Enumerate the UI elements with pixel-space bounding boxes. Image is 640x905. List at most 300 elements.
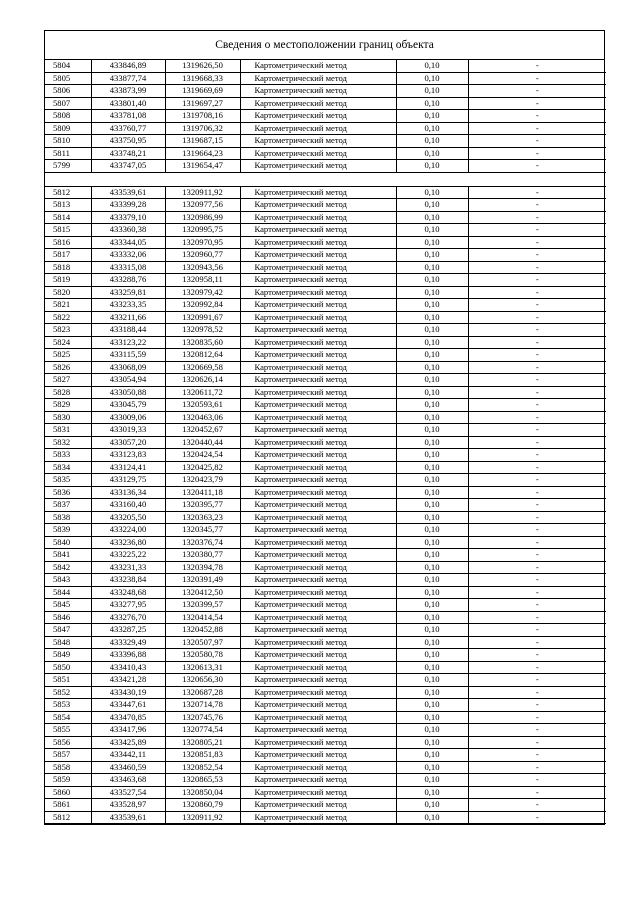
x-coordinate-cell: 433287,25	[91, 624, 165, 637]
x-coordinate-cell: 433748,21	[91, 147, 165, 160]
method-cell: Картометрический метод	[240, 449, 396, 462]
description-cell: -	[468, 511, 606, 524]
table-row	[45, 249, 606, 262]
x-coordinate-cell: 433054,94	[91, 374, 165, 387]
point-number-cell: 5810	[45, 135, 91, 148]
table-row	[45, 60, 606, 72]
x-coordinate-cell: 433068,09	[91, 361, 165, 374]
table-row	[45, 611, 606, 624]
table-row	[45, 549, 606, 562]
method-cell: Картометрический метод	[240, 486, 396, 499]
method-cell: Картометрический метод	[240, 724, 396, 737]
method-cell: Картометрический метод	[240, 249, 396, 262]
table-row	[45, 524, 606, 537]
description-cell: -	[468, 649, 606, 662]
table-row	[45, 536, 606, 549]
accuracy-cell: 0,10	[396, 499, 468, 512]
x-coordinate-cell: 433801,40	[91, 97, 165, 110]
y-coordinate-cell: 1320656,30	[165, 674, 240, 687]
x-coordinate-cell: 433344,05	[91, 236, 165, 249]
method-cell: Картометрический метод	[240, 761, 396, 774]
accuracy-cell: 0,10	[396, 661, 468, 674]
method-cell: Картометрический метод	[240, 574, 396, 587]
point-number-cell: 5806	[45, 85, 91, 98]
table-row	[45, 336, 606, 349]
point-number-cell: 5841	[45, 549, 91, 562]
accuracy-cell: 0,10	[396, 324, 468, 337]
method-cell: Картометрический метод	[240, 72, 396, 85]
point-number-cell: 5833	[45, 449, 91, 462]
point-number-cell: 5818	[45, 261, 91, 274]
accuracy-cell: 0,10	[396, 586, 468, 599]
point-number-cell: 5826	[45, 361, 91, 374]
table-row	[45, 324, 606, 337]
description-cell: -	[468, 561, 606, 574]
accuracy-cell: 0,10	[396, 411, 468, 424]
accuracy-cell: 0,10	[396, 786, 468, 799]
method-cell: Картометрический метод	[240, 599, 396, 612]
accuracy-cell: 0,10	[396, 486, 468, 499]
x-coordinate-cell: 433539,61	[91, 811, 165, 824]
point-number-cell: 5814	[45, 211, 91, 224]
description-cell: -	[468, 599, 606, 612]
method-cell: Картометрический метод	[240, 786, 396, 799]
point-number-cell: 5834	[45, 461, 91, 474]
description-cell: -	[468, 261, 606, 274]
x-coordinate-cell: 433050,88	[91, 386, 165, 399]
description-cell: -	[468, 160, 606, 173]
accuracy-cell: 0,10	[396, 536, 468, 549]
table-row	[45, 160, 606, 173]
method-cell: Картометрический метод	[240, 311, 396, 324]
x-coordinate-cell: 433430,19	[91, 686, 165, 699]
description-cell: -	[468, 236, 606, 249]
method-cell: Картометрический метод	[240, 424, 396, 437]
point-number-cell: 5858	[45, 761, 91, 774]
description-cell: -	[468, 736, 606, 749]
method-cell: Картометрический метод	[240, 436, 396, 449]
table-row	[45, 661, 606, 674]
method-cell: Картометрический метод	[240, 561, 396, 574]
x-coordinate-cell: 433136,34	[91, 486, 165, 499]
group-separator-cell	[45, 172, 606, 186]
point-number-cell: 5857	[45, 749, 91, 762]
description-cell: -	[468, 349, 606, 362]
method-cell: Картометрический метод	[240, 636, 396, 649]
point-number-cell: 5860	[45, 786, 91, 799]
method-cell: Картометрический метод	[240, 536, 396, 549]
description-cell: -	[468, 724, 606, 737]
method-cell: Картометрический метод	[240, 274, 396, 287]
point-number-cell: 5856	[45, 736, 91, 749]
y-coordinate-cell: 1320851,83	[165, 749, 240, 762]
y-coordinate-cell: 1320463,06	[165, 411, 240, 424]
point-number-cell: 5861	[45, 799, 91, 812]
accuracy-cell: 0,10	[396, 386, 468, 399]
table-row	[45, 774, 606, 787]
table-row	[45, 686, 606, 699]
point-number-cell: 5839	[45, 524, 91, 537]
x-coordinate-cell: 433248,68	[91, 586, 165, 599]
table-row	[45, 85, 606, 98]
point-number-cell: 5805	[45, 72, 91, 85]
accuracy-cell: 0,10	[396, 261, 468, 274]
point-number-cell: 5816	[45, 236, 91, 249]
x-coordinate-cell: 433057,20	[91, 436, 165, 449]
table-row	[45, 274, 606, 287]
x-coordinate-cell: 433277,95	[91, 599, 165, 612]
point-number-cell: 5845	[45, 599, 91, 612]
method-cell: Картометрический метод	[240, 524, 396, 537]
x-coordinate-cell: 433447,61	[91, 699, 165, 712]
x-coordinate-cell: 433259,81	[91, 286, 165, 299]
point-number-cell: 5851	[45, 674, 91, 687]
description-cell: -	[468, 786, 606, 799]
x-coordinate-cell: 433877,74	[91, 72, 165, 85]
point-number-cell: 5821	[45, 299, 91, 312]
table-row	[45, 374, 606, 387]
table-row	[45, 411, 606, 424]
y-coordinate-cell: 1320376,74	[165, 536, 240, 549]
method-cell: Картометрический метод	[240, 461, 396, 474]
x-coordinate-cell: 433233,35	[91, 299, 165, 312]
x-coordinate-cell: 433410,43	[91, 661, 165, 674]
x-coordinate-cell: 433115,59	[91, 349, 165, 362]
table-row	[45, 199, 606, 212]
x-coordinate-cell: 433160,40	[91, 499, 165, 512]
x-coordinate-cell: 433276,70	[91, 611, 165, 624]
x-coordinate-cell: 433873,99	[91, 85, 165, 98]
table-row	[45, 799, 606, 812]
accuracy-cell: 0,10	[396, 761, 468, 774]
description-cell: -	[468, 811, 606, 824]
table-row	[45, 461, 606, 474]
method-cell: Картометрический метод	[240, 122, 396, 135]
description-cell: -	[468, 424, 606, 437]
accuracy-cell: 0,10	[396, 649, 468, 662]
x-coordinate-cell: 433019,33	[91, 424, 165, 437]
y-coordinate-cell: 1320380,77	[165, 549, 240, 562]
description-cell: -	[468, 611, 606, 624]
description-cell: -	[468, 574, 606, 587]
method-cell: Картометрический метод	[240, 399, 396, 412]
method-cell: Картометрический метод	[240, 186, 396, 199]
description-cell: -	[468, 711, 606, 724]
method-cell: Картометрический метод	[240, 649, 396, 662]
y-coordinate-cell: 1320943,56	[165, 261, 240, 274]
table-row	[45, 361, 606, 374]
point-number-cell: 5836	[45, 486, 91, 499]
method-cell: Картометрический метод	[240, 686, 396, 699]
point-number-cell: 5842	[45, 561, 91, 574]
method-cell: Картометрический метод	[240, 499, 396, 512]
method-cell: Картометрический метод	[240, 135, 396, 148]
y-coordinate-cell: 1319654,47	[165, 160, 240, 173]
method-cell: Картометрический метод	[240, 511, 396, 524]
y-coordinate-cell: 1320714,78	[165, 699, 240, 712]
method-cell: Картометрический метод	[240, 147, 396, 160]
x-coordinate-cell: 433760,77	[91, 122, 165, 135]
point-number-cell: 5812	[45, 811, 91, 824]
accuracy-cell: 0,10	[396, 274, 468, 287]
x-coordinate-cell: 433288,76	[91, 274, 165, 287]
point-number-cell: 5808	[45, 110, 91, 123]
accuracy-cell: 0,10	[396, 186, 468, 199]
table-row	[45, 72, 606, 85]
y-coordinate-cell: 1320425,82	[165, 461, 240, 474]
y-coordinate-cell: 1320395,77	[165, 499, 240, 512]
x-coordinate-cell: 433205,50	[91, 511, 165, 524]
description-cell: -	[468, 636, 606, 649]
y-coordinate-cell: 1319697,27	[165, 97, 240, 110]
x-coordinate-cell: 433315,08	[91, 261, 165, 274]
y-coordinate-cell: 1320507,97	[165, 636, 240, 649]
accuracy-cell: 0,10	[396, 624, 468, 637]
accuracy-cell: 0,10	[396, 147, 468, 160]
x-coordinate-cell: 433224,00	[91, 524, 165, 537]
x-coordinate-cell: 433460,59	[91, 761, 165, 774]
accuracy-cell: 0,10	[396, 199, 468, 212]
table-row	[45, 499, 606, 512]
point-number-cell: 5820	[45, 286, 91, 299]
y-coordinate-cell: 1320363,23	[165, 511, 240, 524]
accuracy-cell: 0,10	[396, 749, 468, 762]
method-cell: Картометрический метод	[240, 411, 396, 424]
method-cell: Картометрический метод	[240, 60, 396, 72]
method-cell: Картометрический метод	[240, 85, 396, 98]
description-cell: -	[468, 110, 606, 123]
y-coordinate-cell: 1320611,72	[165, 386, 240, 399]
description-cell: -	[468, 674, 606, 687]
y-coordinate-cell: 1320411,18	[165, 486, 240, 499]
y-coordinate-cell: 1320812,64	[165, 349, 240, 362]
description-cell: -	[468, 97, 606, 110]
description-cell: -	[468, 799, 606, 812]
description-cell: -	[468, 486, 606, 499]
table-row	[45, 786, 606, 799]
accuracy-cell: 0,10	[396, 311, 468, 324]
table-row	[45, 211, 606, 224]
table-row	[45, 110, 606, 123]
x-coordinate-cell: 433123,83	[91, 449, 165, 462]
x-coordinate-cell: 433528,97	[91, 799, 165, 812]
x-coordinate-cell: 433396,88	[91, 649, 165, 662]
y-coordinate-cell: 1320613,31	[165, 661, 240, 674]
table-row	[45, 186, 606, 199]
accuracy-cell: 0,10	[396, 449, 468, 462]
y-coordinate-cell: 1320977,56	[165, 199, 240, 212]
description-cell: -	[468, 199, 606, 212]
x-coordinate-cell: 433123,22	[91, 336, 165, 349]
accuracy-cell: 0,10	[396, 249, 468, 262]
x-coordinate-cell: 433211,66	[91, 311, 165, 324]
y-coordinate-cell: 1320626,14	[165, 374, 240, 387]
description-cell: -	[468, 72, 606, 85]
description-cell: -	[468, 311, 606, 324]
accuracy-cell: 0,10	[396, 72, 468, 85]
y-coordinate-cell: 1320593,61	[165, 399, 240, 412]
point-number-cell: 5835	[45, 474, 91, 487]
description-cell: -	[468, 774, 606, 787]
point-number-cell: 5837	[45, 499, 91, 512]
table-row	[45, 224, 606, 237]
x-coordinate-cell: 433045,79	[91, 399, 165, 412]
description-cell: -	[468, 147, 606, 160]
method-cell: Картометрический метод	[240, 160, 396, 173]
accuracy-cell: 0,10	[396, 224, 468, 237]
description-cell: -	[468, 449, 606, 462]
method-cell: Картометрический метод	[240, 811, 396, 824]
accuracy-cell: 0,10	[396, 85, 468, 98]
description-cell: -	[468, 374, 606, 387]
accuracy-cell: 0,10	[396, 299, 468, 312]
y-coordinate-cell: 1320992,84	[165, 299, 240, 312]
description-cell: -	[468, 85, 606, 98]
method-cell: Картометрический метод	[240, 349, 396, 362]
method-cell: Картометрический метод	[240, 299, 396, 312]
accuracy-cell: 0,10	[396, 674, 468, 687]
table-title: Сведения о местоположении границ объекта	[45, 31, 604, 60]
point-number-cell: 5799	[45, 160, 91, 173]
method-cell: Картометрический метод	[240, 711, 396, 724]
y-coordinate-cell: 1320960,77	[165, 249, 240, 262]
y-coordinate-cell: 1320835,60	[165, 336, 240, 349]
description-cell: -	[468, 761, 606, 774]
accuracy-cell: 0,10	[396, 611, 468, 624]
group-separator-row	[45, 172, 606, 186]
description-cell: -	[468, 60, 606, 72]
y-coordinate-cell: 1320423,79	[165, 474, 240, 487]
accuracy-cell: 0,10	[396, 436, 468, 449]
accuracy-cell: 0,10	[396, 711, 468, 724]
point-number-cell: 5855	[45, 724, 91, 737]
table-row	[45, 636, 606, 649]
y-coordinate-cell: 1320394,78	[165, 561, 240, 574]
description-cell: -	[468, 524, 606, 537]
y-coordinate-cell: 1320860,79	[165, 799, 240, 812]
table-row	[45, 724, 606, 737]
point-number-cell: 5848	[45, 636, 91, 649]
y-coordinate-cell: 1320979,42	[165, 286, 240, 299]
method-cell: Картометрический метод	[240, 261, 396, 274]
method-cell: Картометрический метод	[240, 474, 396, 487]
x-coordinate-cell: 433009,06	[91, 411, 165, 424]
description-cell: -	[468, 549, 606, 562]
x-coordinate-cell: 433470,85	[91, 711, 165, 724]
x-coordinate-cell: 433236,80	[91, 536, 165, 549]
accuracy-cell: 0,10	[396, 736, 468, 749]
point-number-cell: 5853	[45, 699, 91, 712]
accuracy-cell: 0,10	[396, 574, 468, 587]
y-coordinate-cell: 1320424,54	[165, 449, 240, 462]
table-row	[45, 749, 606, 762]
point-number-cell: 5849	[45, 649, 91, 662]
y-coordinate-cell: 1319669,69	[165, 85, 240, 98]
y-coordinate-cell: 1320995,75	[165, 224, 240, 237]
x-coordinate-cell: 433231,33	[91, 561, 165, 574]
point-number-cell: 5831	[45, 424, 91, 437]
y-coordinate-cell: 1319668,33	[165, 72, 240, 85]
accuracy-cell: 0,10	[396, 211, 468, 224]
method-cell: Картометрический метод	[240, 799, 396, 812]
accuracy-cell: 0,10	[396, 286, 468, 299]
description-cell: -	[468, 286, 606, 299]
x-coordinate-cell: 433399,28	[91, 199, 165, 212]
table-row	[45, 736, 606, 749]
table-row	[45, 599, 606, 612]
point-number-cell: 5809	[45, 122, 91, 135]
description-cell: -	[468, 474, 606, 487]
x-coordinate-cell: 433750,95	[91, 135, 165, 148]
table-row	[45, 97, 606, 110]
table-row	[45, 561, 606, 574]
description-cell: -	[468, 186, 606, 199]
x-coordinate-cell: 433188,44	[91, 324, 165, 337]
x-coordinate-cell: 433238,84	[91, 574, 165, 587]
point-number-cell: 5846	[45, 611, 91, 624]
point-number-cell: 5844	[45, 586, 91, 599]
point-number-cell: 5829	[45, 399, 91, 412]
description-cell: -	[468, 299, 606, 312]
accuracy-cell: 0,10	[396, 122, 468, 135]
method-cell: Картометрический метод	[240, 97, 396, 110]
description-cell: -	[468, 686, 606, 699]
point-number-cell: 5822	[45, 311, 91, 324]
table-row	[45, 761, 606, 774]
method-cell: Картометрический метод	[240, 336, 396, 349]
y-coordinate-cell: 1319708,16	[165, 110, 240, 123]
y-coordinate-cell: 1320440,44	[165, 436, 240, 449]
method-cell: Картометрический метод	[240, 236, 396, 249]
table-row	[45, 349, 606, 362]
point-number-cell: 5824	[45, 336, 91, 349]
table-row	[45, 261, 606, 274]
description-cell: -	[468, 499, 606, 512]
point-number-cell: 5847	[45, 624, 91, 637]
point-number-cell: 5840	[45, 536, 91, 549]
point-number-cell: 5852	[45, 686, 91, 699]
y-coordinate-cell: 1320399,57	[165, 599, 240, 612]
point-number-cell: 5850	[45, 661, 91, 674]
x-coordinate-cell: 433129,75	[91, 474, 165, 487]
x-coordinate-cell: 433527,54	[91, 786, 165, 799]
table-row	[45, 399, 606, 412]
x-coordinate-cell: 433360,38	[91, 224, 165, 237]
x-coordinate-cell: 433421,28	[91, 674, 165, 687]
description-cell: -	[468, 461, 606, 474]
table-row	[45, 449, 606, 462]
method-cell: Картометрический метод	[240, 224, 396, 237]
y-coordinate-cell: 1320805,21	[165, 736, 240, 749]
accuracy-cell: 0,10	[396, 686, 468, 699]
description-cell: -	[468, 436, 606, 449]
table-row	[45, 286, 606, 299]
table-row	[45, 811, 606, 824]
point-number-cell: 5811	[45, 147, 91, 160]
y-coordinate-cell: 1320345,77	[165, 524, 240, 537]
point-number-cell: 5823	[45, 324, 91, 337]
method-cell: Картометрический метод	[240, 774, 396, 787]
accuracy-cell: 0,10	[396, 599, 468, 612]
point-number-cell: 5830	[45, 411, 91, 424]
method-cell: Картометрический метод	[240, 110, 396, 123]
accuracy-cell: 0,10	[396, 374, 468, 387]
table-row	[45, 711, 606, 724]
point-number-cell: 5854	[45, 711, 91, 724]
accuracy-cell: 0,10	[396, 97, 468, 110]
table-row	[45, 299, 606, 312]
x-coordinate-cell: 433442,11	[91, 749, 165, 762]
